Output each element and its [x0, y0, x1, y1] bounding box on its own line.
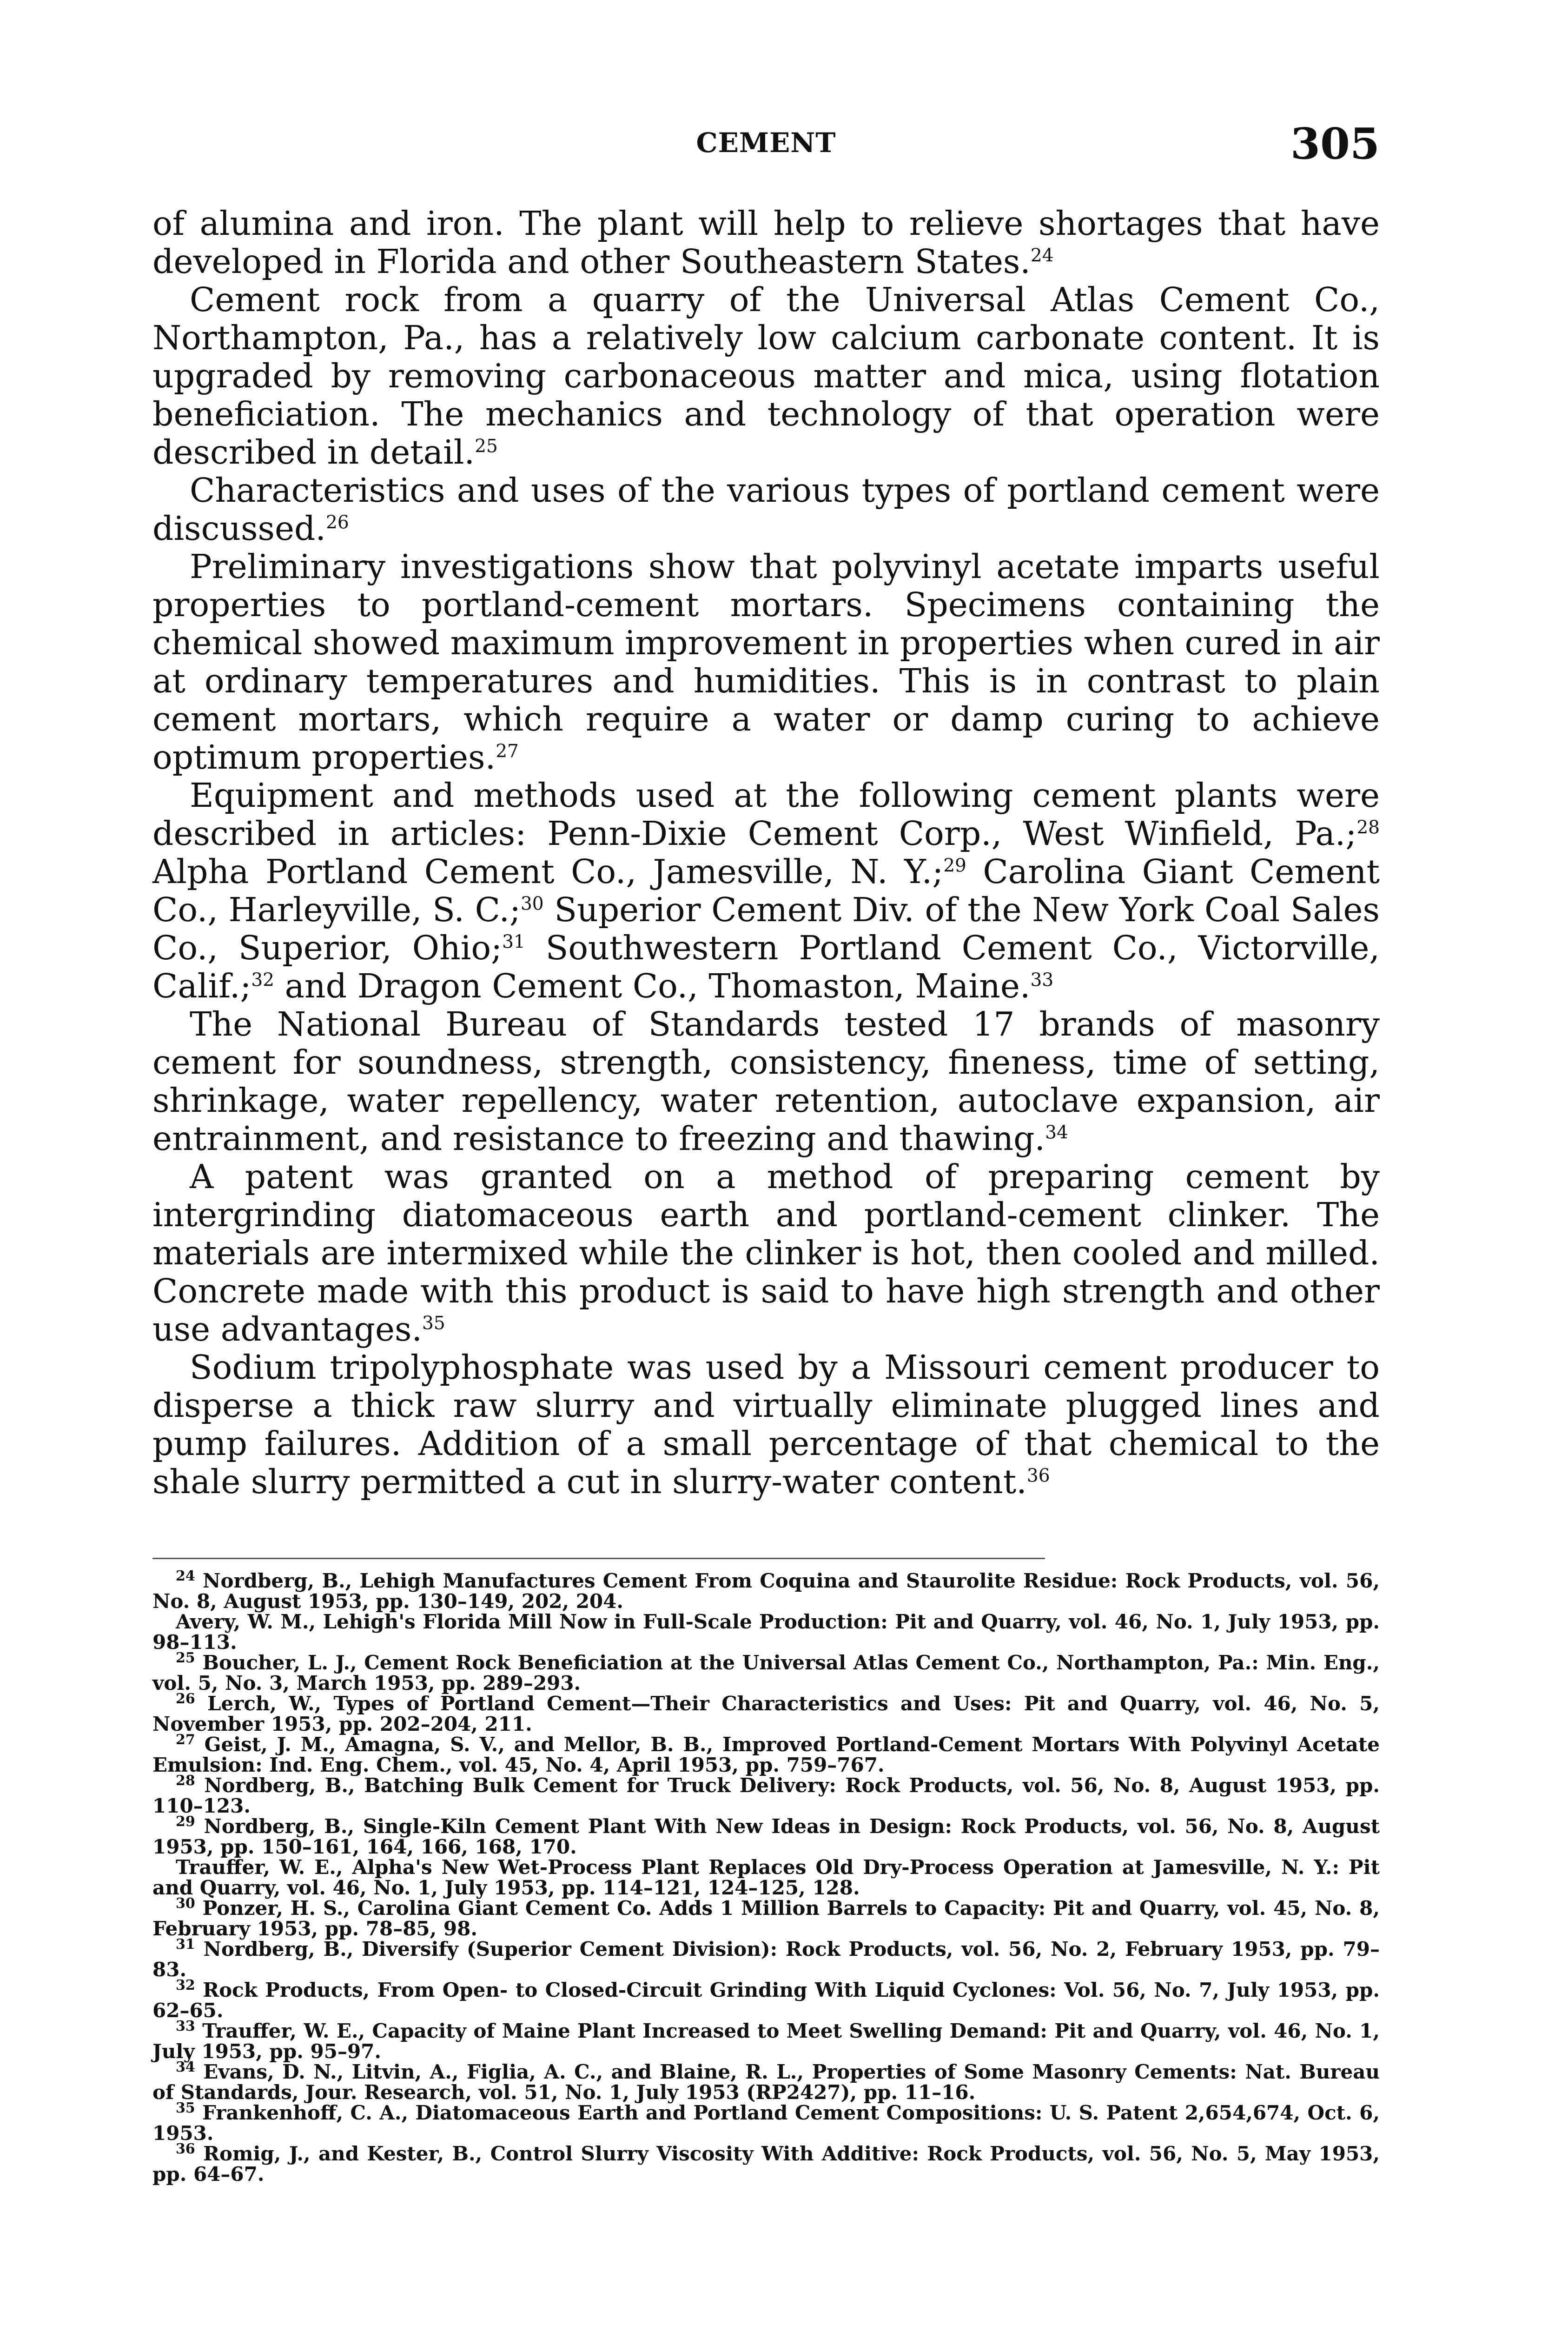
footnote-ref: 35: [422, 1313, 445, 1334]
footnote-ref: 30: [520, 893, 544, 915]
footnote: $^{36}$ Romig, J., and Kester, B., Control Slurry Viscosity With Additive: Rock Products, vol. 56, No. 5, May 1953, pp. 64–67.: [152, 2141, 1380, 2186]
page-number: 305: [1290, 119, 1380, 169]
paragraph: The National Bureau of Standards tested 17 brands of masonry cement for soundness, strength, consistency, fineness, time of setting, shrinkage, water repellency, water retention, autoclave expansion, air entrainment, and resistance to freezing and thawing.$^{34}$: [152, 1005, 1380, 1158]
footnote: $^{35}$ Frankenhoff, C. A., Diatomaceous Earth and Portland Cement Compositions: U. S. Patent 2,654,674, Oct. 6, 1953.: [152, 2100, 1380, 2145]
footnote: $^{28}$ Nordberg, B., Batching Bulk Cement for Truck Delivery: Rock Products, vol. 56, No. 8, August 1953, pp. 110–123.: [152, 1773, 1380, 1817]
footnote-ref: 25: [475, 436, 498, 457]
footnote: $^{29}$ Nordberg, B., Single-Kiln Cement Plant With New Ideas in Design: Rock Products, vol. 56, No. 8, August 1953, pp. 150–161, 164, 166, 168, 170.: [152, 1814, 1380, 1858]
footnote-ref: 32: [251, 970, 274, 991]
footnote-divider: [152, 1558, 1045, 1559]
paragraph: Preliminary investigations show that polyvinyl acetate imparts useful properties to portland-cement mortars. Specimens containing the chemical showed maximum improvement in properties when cured in air at ordinary temperatures and humidities. This is in contrast to plain cement mortars, which require a water or damp curing to achieve optimum properties.$^{27}$: [152, 547, 1380, 777]
body-text: [152, 205, 1380, 1501]
footnote: $^{34}$ Evans, D. N., Litvin, A., Figlia, A. C., and Blaine, R. L., Properties of Some Masonry Cements: Nat. Bureau of Standards, Jour. Research, vol. 51, No. 1, July 1953 (RP2427), pp. 11–16.: [152, 2059, 1380, 2104]
footnote: Trauffer, W. E., Alpha's New Wet-Process Plant Replaces Old Dry-Process Operation at Jamesville, N. Y.: Pit and Quarry, vol. 46, No. 1, July 1953, pp. 114–121, 124–125, 128.: [152, 1856, 1380, 1899]
paragraph: Equipment and methods used at the following cement plants were described in articles: Penn-Dixie Cement Corp., West Winfield, Pa.;$^{28}$ Alpha Portland Cement Co., Jamesville, N. Y.;$^{29}$ Carolina Giant Cement Co., Harleyville, S. C.;$^{30}$ Superior Cement Div. of the New York Coal Sales Co., Superior, Ohio;$^{31}$ Southwestern Portland Cement Co., Victorville, Calif.;$^{32}$ and Dragon Cement Co., Thomaston, Maine.$^{33}$: [152, 776, 1380, 1005]
footnote-ref: 26: [326, 512, 349, 533]
footnote-ref: 34: [1045, 1122, 1068, 1143]
footnote: $^{25}$ Boucher, L. J., Cement Rock Beneficiation at the Universal Atlas Cement Co., Northampton, Pa.: Min. Eng., vol. 5, No. 3, March 1953, pp. 289–293.: [152, 1650, 1380, 1694]
footnote: $^{31}$ Nordberg, B., Diversify (Superior Cement Division): Rock Products, vol. 56, No. 2, February 1953, pp. 79–83.: [152, 1936, 1380, 1981]
footnote-ref: 33: [1030, 970, 1054, 991]
running-title: CEMENT: [696, 127, 836, 159]
paragraph: of alumina and iron. The plant will help to relieve shortages that have developed in Florida and other Southeastern States.$^{24}$: [152, 204, 1380, 281]
footnote: Avery, W. M., Lehigh's Florida Mill Now in Full-Scale Production: Pit and Quarry, vol. 46, No. 1, July 1953, pp. 98–113.: [152, 1610, 1380, 1654]
footnote: $^{27}$ Geist, J. M., Amagna, S. V., and Mellor, B. B., Improved Portland-Cement Mortars With Polyvinyl Acetate Emulsion: Ind. Eng. Chem., vol. 45, No. 4, April 1953, pp. 759–767.: [152, 1732, 1380, 1776]
footnote-ref: 36: [1026, 1465, 1050, 1487]
footnote: $^{24}$ Nordberg, B., Lehigh Manufactures Cement From Coquina and Staurolite Residue: Rock Products, vol. 56, No. 8, August 1953, pp. 130–149, 202, 204.: [152, 1568, 1380, 1613]
footnotes: [152, 1568, 1380, 2186]
footnote: $^{26}$ Lerch, W., Types of Portland Cement—Their Characteristics and Uses: Pit and Quarry, vol. 46, No. 5, November 1953, pp. 202–204, 211.: [152, 1691, 1380, 1735]
footnote-ref: 28: [1356, 817, 1380, 838]
footnote-ref: 29: [943, 855, 966, 877]
page-header: [152, 119, 1380, 174]
footnote-ref: 24: [1030, 245, 1054, 266]
paragraph: Sodium tripolyphosphate was used by a Missouri cement producer to disperse a thick raw slurry and virtually eliminate plugged lines and pump failures. Addition of a small percentage of that chemical to the shale slurry permitted a cut in slurry-water content.$^{36}$: [152, 1348, 1380, 1501]
paragraph: Characteristics and uses of the various types of portland cement were discussed.$^{26}$: [152, 471, 1380, 548]
paragraph: A patent was granted on a method of preparing cement by intergrinding diatomaceous earth and portland-cement clinker. The materials are intermixed while the clinker is hot, then cooled and milled. Concrete made with this product is said to have high strength and other use advantages.$^{35}$: [152, 1157, 1380, 1348]
footnote-ref: 31: [502, 931, 525, 953]
footnote: $^{32}$ Rock Products, From Open- to Closed-Circuit Grinding With Liquid Cyclones: Vol. 56, No. 7, July 1953, pp. 62–65.: [152, 1977, 1380, 2022]
footnote: $^{30}$ Ponzer, H. S., Carolina Giant Cement Co. Adds 1 Million Barrels to Capacity: Pit and Quarry, vol. 45, No. 8, February 1953, pp. 78–85, 98.: [152, 1895, 1380, 1940]
footnote-ref: 27: [496, 741, 519, 762]
footnote: $^{33}$ Trauffer, W. E., Capacity of Maine Plant Increased to Meet Swelling Demand: Pit and Quarry, vol. 46, No. 1, July 1953, pp. 95–97.: [152, 2018, 1380, 2063]
paragraph: Cement rock from a quarry of the Universal Atlas Cement Co., Northampton, Pa., has a relatively low calcium carbonate content. It is upgraded by removing carbonaceous matter and mica, using flotation beneficiation. The mechanics and technology of that operation were described in detail.$^{25}$: [152, 280, 1380, 472]
